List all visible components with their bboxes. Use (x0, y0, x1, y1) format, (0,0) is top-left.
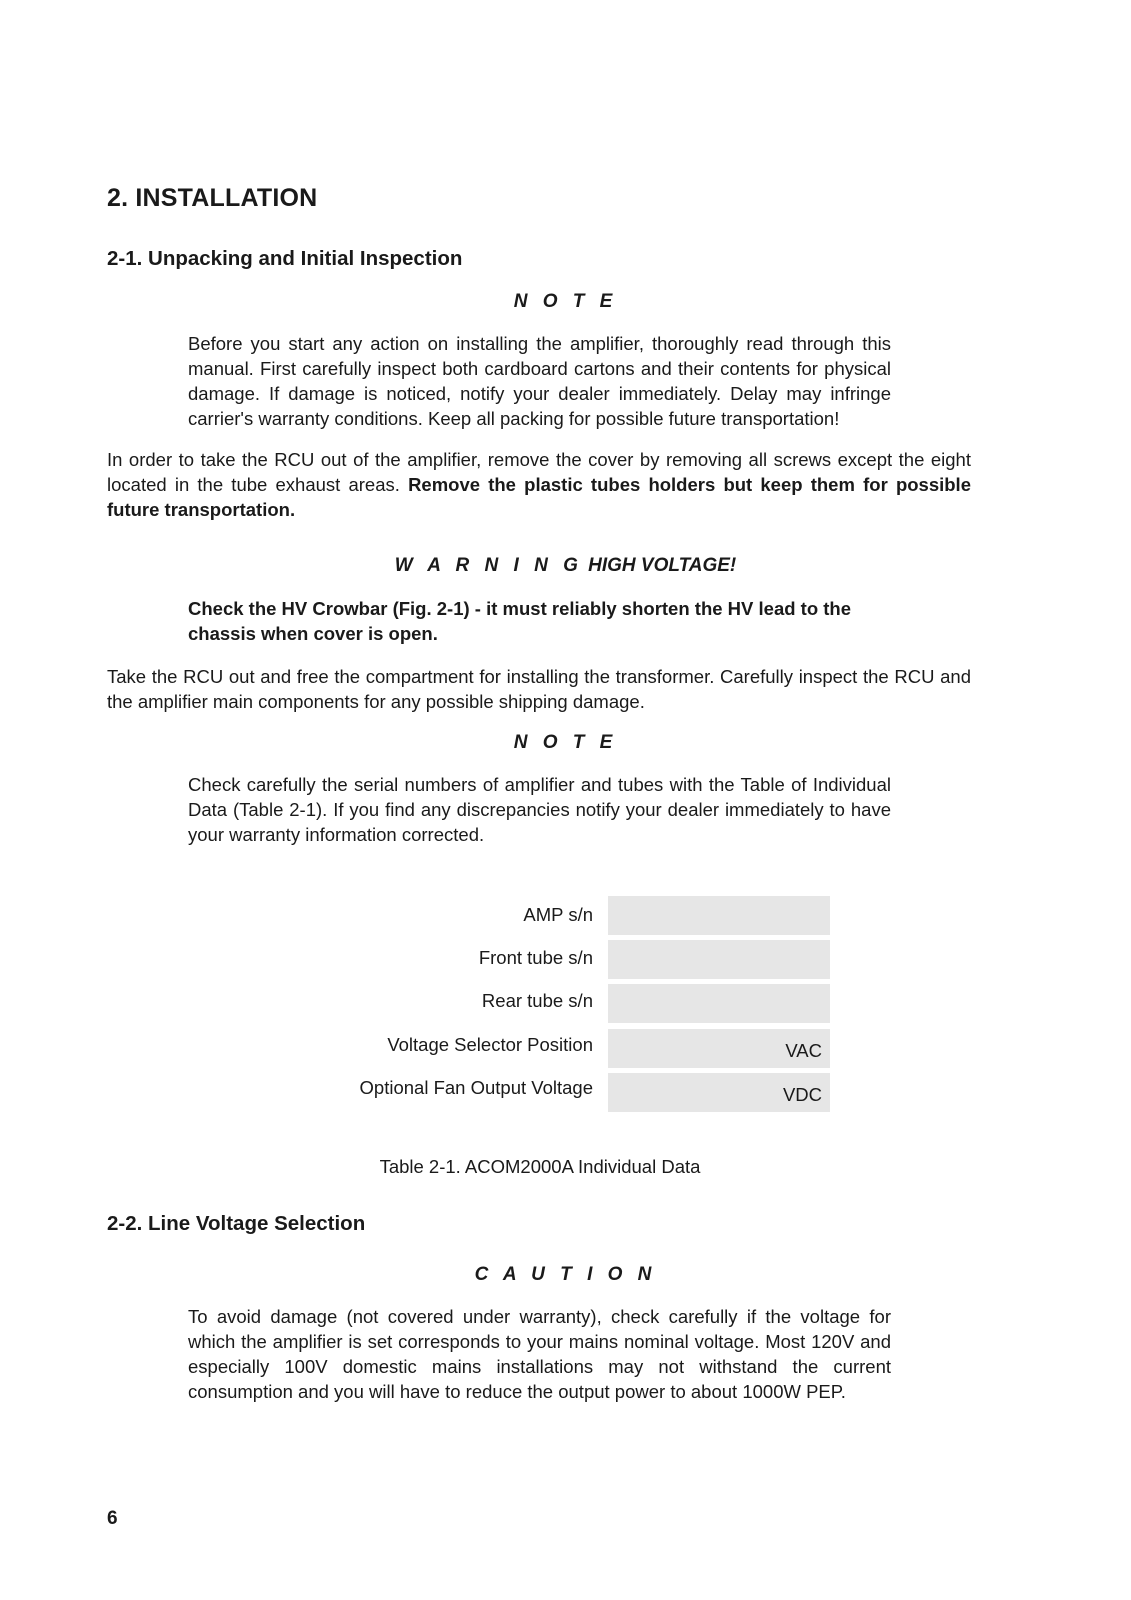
table-row-label: Front tube s/n (478, 947, 593, 968)
warning-label-spaced: W A R N I N G (394, 555, 583, 576)
table-cell-amp-sn (608, 896, 830, 935)
paragraph-remove-cover-normal: In order to take the RCU out of the amplifier, remove the cover by removing all screws except the eight located in the tube exhaust areas. (107, 449, 971, 495)
table-row-label: Optional Fan Output Voltage (359, 1077, 593, 1098)
section-title-line-voltage: 2-2. Line Voltage Selection (107, 1212, 366, 1235)
table-cell-fan-voltage: VDC (608, 1073, 830, 1112)
table-caption: Table 2-1. ACOM2000A Individual Data (379, 1156, 701, 1177)
page-number: 6 (107, 1508, 118, 1529)
paragraph-take-rcu: Take the RCU out and free the compartment for installing the transformer. Carefully inspect the RCU and the amplifier main components for any possible shipping damage. (107, 666, 971, 712)
table-cell-rear-tube-sn (608, 984, 830, 1023)
chapter-title: 2. INSTALLATION (107, 184, 318, 212)
caution-text: To avoid damage (not covered under warranty), check carefully if the voltage for which the amplifier is set corresponds to your mains nominal voltage. Most 120V and especially 100V domestic mains installations may not withstand the current consumption and you will have to reduce the output power to about 1000W PEP. (188, 1306, 891, 1402)
table-row-label: AMP s/n (523, 904, 593, 925)
table-row-label: Voltage Selector Position (387, 1034, 593, 1055)
table-cell-front-tube-sn (608, 940, 830, 979)
note-label-2: N O T E (513, 732, 618, 753)
paragraph-remove-cover-bold: Remove the plastic tubes holders but keep them for possible future transportation. (107, 474, 971, 520)
warning-text: Check the HV Crowbar (Fig. 2-1) - it must reliably shorten the HV lead to the chassis when cover is open. (188, 598, 852, 644)
warning-label (0, 555, 1131, 577)
caution-label: C A U T I O N (474, 1264, 657, 1285)
table-cell-voltage-selector: VAC (608, 1029, 830, 1068)
note-text-inspection: Before you start any action on installing the amplifier, thoroughly read through this manual. First carefully inspect both cardboard cartons and their contents for physical damage. If damage is noticed, notify your dealer immediately. Delay may infringe carrier's warranty conditions. Keep all packing for possible future transportation! (188, 333, 891, 429)
note-label: N O T E (513, 291, 618, 312)
section-title-unpacking: 2-1. Unpacking and Initial Inspection (107, 247, 463, 270)
warning-label-rest: HIGH VOLTAGE! (588, 555, 737, 576)
table-row-label: Rear tube s/n (481, 990, 593, 1011)
note-text-serials: Check carefully the serial numbers of amplifier and tubes with the Table of Individual Data (Table 2-1). If you find any discrepancies notify your dealer immediately to have your warranty information corrected. (188, 774, 891, 845)
paragraph-remove-cover (107, 447, 971, 522)
